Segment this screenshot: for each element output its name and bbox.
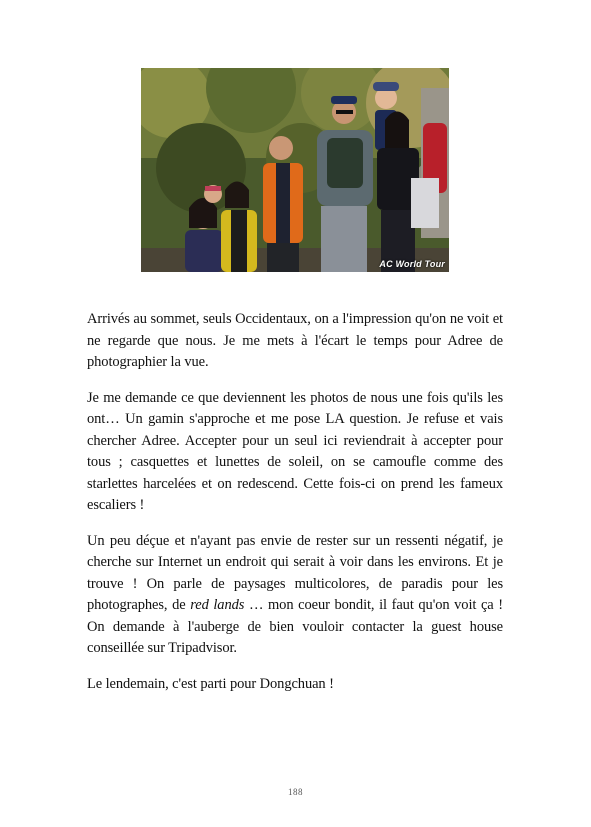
paragraph-3-text-b: … mon coeur bondit, il faut qu'on voit ça ! On demande à l'auberge de bien vouloir contacter la guest house conseillée sur Tripadvisor. bbox=[87, 597, 504, 656]
paragraph-2: Je me demande ce que deviennent les photos de nous une fois qu'ils les ont… Un gamin s'approche et me pose LA question. Je refuse et vais chercher Adree. Accepter pour un seul ici reviendrait à accepter pour tous ; casquettes et lunettes de soleil, on se camoufle comme des starlettes harcelées et on redescend. Cette fois-ci on prend les fameux escaliers ! bbox=[87, 389, 503, 513]
paragraph-3-text-a: Un peu déçue et n'ayant pas envie de rester sur un ressenti négatif, je cherche sur Internet un endroit qui serait à voir dans les environs. Et je trouve ! On parle de paysages multicolores, de paradis pour les photographes, de bbox=[87, 532, 503, 613]
body-text bbox=[87, 309, 503, 709]
group-photo bbox=[141, 68, 449, 272]
photo-watermark: AC World Tour bbox=[379, 259, 445, 269]
paragraph-1: Arrivés au sommet, seuls Occidentaux, on a l'impression qu'on ne voit et ne regarde que nous. Je me mets à l'écart le temps pour Adree de photographier la vue. bbox=[87, 311, 503, 370]
group-photo-illustration bbox=[141, 68, 449, 272]
paragraph-3 bbox=[87, 531, 503, 660]
page-number: 188 bbox=[288, 787, 303, 797]
paragraph-3-italic: red lands bbox=[190, 597, 245, 613]
paragraph-4: Le lendemain, c'est parti pour Dongchuan ! bbox=[87, 675, 334, 692]
